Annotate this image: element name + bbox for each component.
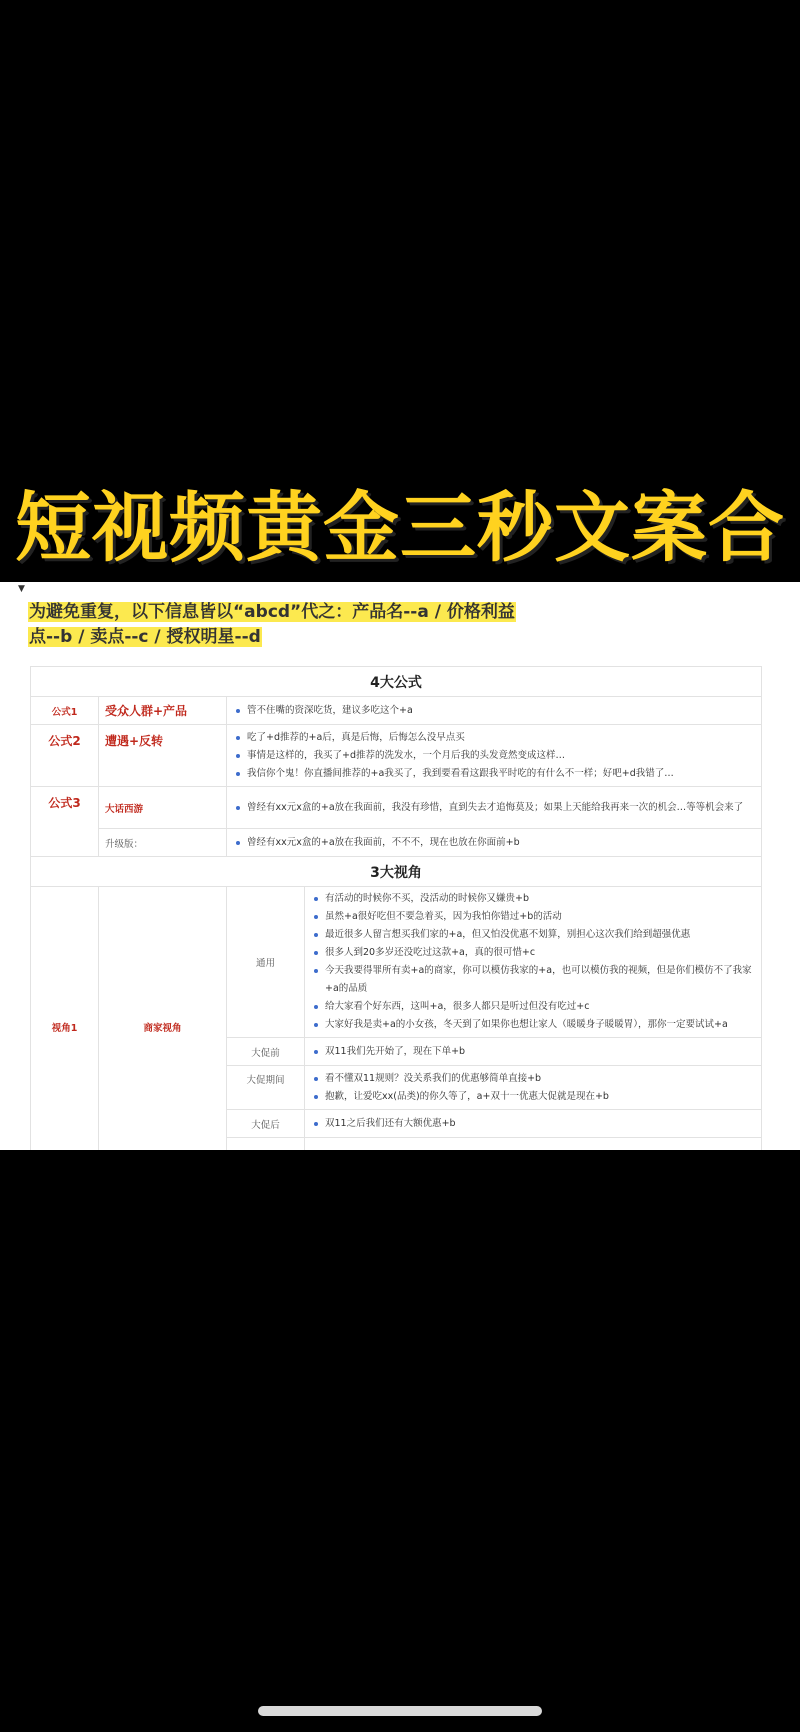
table-row — [31, 787, 762, 829]
list-item: 大家好我是卖+a的小女孩，冬天到了如果你也想让家人（暖暖身子暖暖胃），那你一定要试试+a — [311, 1016, 755, 1034]
section-header-row — [31, 857, 762, 887]
section-title-formulas: 4大公式 — [31, 667, 762, 697]
stage-label: 大促后 — [227, 1110, 305, 1138]
list-item: 管不住嘴的资深吃货，建议多吃这个+a — [233, 702, 755, 720]
empty-cell — [305, 1138, 762, 1151]
list-item: 最近很多人留言想买我们家的+a，但又怕没优惠不划算，别担心这次我们给到超强优惠 — [311, 926, 755, 944]
intro-line-2: 点--b / 卖点--c / 授权明星--d — [29, 627, 261, 647]
headline: 短视频黄金三秒文案合 — [15, 483, 785, 572]
table-row — [31, 697, 762, 725]
stage-examples — [305, 887, 762, 1038]
stage-examples — [305, 1038, 762, 1066]
document-screenshot — [0, 582, 800, 1150]
list-item: 有活动的时候你不买，没活动的时候你又嫌贵+b — [311, 890, 755, 908]
list-item: 给大家看个好东西，这叫+a，很多人都只是听过但没有吃过+c — [311, 998, 755, 1016]
formula-label: 公式2 — [31, 725, 99, 787]
stage-label: 大促前 — [227, 1038, 305, 1066]
list-item: 双11我们先开始了，现在下单+b — [311, 1043, 755, 1061]
intro-note — [28, 600, 748, 650]
table-row — [31, 725, 762, 787]
formula-label: 公式3 — [31, 787, 99, 857]
section-header-row — [31, 667, 762, 697]
table-row — [31, 829, 762, 857]
list-item: 曾经有xx元x盒的+a放在我面前，我没有珍惜，直到失去才追悔莫及；如果上天能给我再来一次的机会…等等机会来了 — [233, 799, 755, 817]
collapse-caret-icon: ▼ — [18, 584, 25, 594]
formula-name: 受众人群+产品 — [99, 697, 227, 725]
list-item: 我信你个鬼！你直播间推荐的+a我买了，我到要看看这跟我平时吃的有什么不一样；好吧+d我错了… — [233, 765, 755, 783]
list-item: 抱歉，让爱吃xx(品类)的你久等了，a+双十一优惠大促就是现在+b — [311, 1088, 755, 1106]
stage-label: 通用 — [227, 887, 305, 1038]
view-name: 商家视角 — [99, 887, 227, 1151]
formula-name: 大话西游 — [99, 787, 227, 829]
formula-name: 遭遇+反转 — [99, 725, 227, 787]
formula-examples — [227, 697, 762, 725]
list-item: 事情是这样的，我买了+d推荐的洗发水，一个月后我的头发竟然变成这样… — [233, 747, 755, 765]
stage-examples — [305, 1110, 762, 1138]
formula-examples — [227, 725, 762, 787]
formula-label: 公式1 — [31, 697, 99, 725]
formula-examples — [227, 787, 762, 829]
list-item: 虽然+a很好吃但不要急着买，因为我怕你错过+b的活动 — [311, 908, 755, 926]
formula-examples — [227, 829, 762, 857]
list-item: 今天我要得罪所有卖+a的商家，你可以模仿我家的+a，也可以模仿我的视频，但是你们模仿不了我家+a的品质 — [311, 962, 755, 998]
list-item: 看不懂双11规则？没关系我们的优惠够简单直接+b — [311, 1070, 755, 1088]
list-item: 很多人到20多岁还没吃过这款+a，真的很可惜+c — [311, 944, 755, 962]
empty-cell — [227, 1138, 305, 1151]
table-row — [31, 887, 762, 1038]
section-title-views: 3大视角 — [31, 857, 762, 887]
intro-line-1: 为避免重复，以下信息皆以“abcd”代之：产品名--a / 价格利益 — [29, 602, 515, 622]
stage-label: 大促期间 — [227, 1066, 305, 1110]
view-label: 视角1 — [31, 887, 99, 1151]
list-item: 曾经有xx元x盒的+a放在我面前，不不不，现在也放在你面前+b — [233, 834, 755, 852]
formula-upgrade-label: 升级版： — [99, 829, 227, 857]
copywriting-table — [30, 666, 762, 1150]
home-indicator[interactable] — [258, 1706, 542, 1716]
list-item: 双11之后我们还有大额优惠+b — [311, 1115, 755, 1133]
stage-examples — [305, 1066, 762, 1110]
list-item: 吃了+d推荐的+a后，真是后悔，后悔怎么没早点买 — [233, 729, 755, 747]
